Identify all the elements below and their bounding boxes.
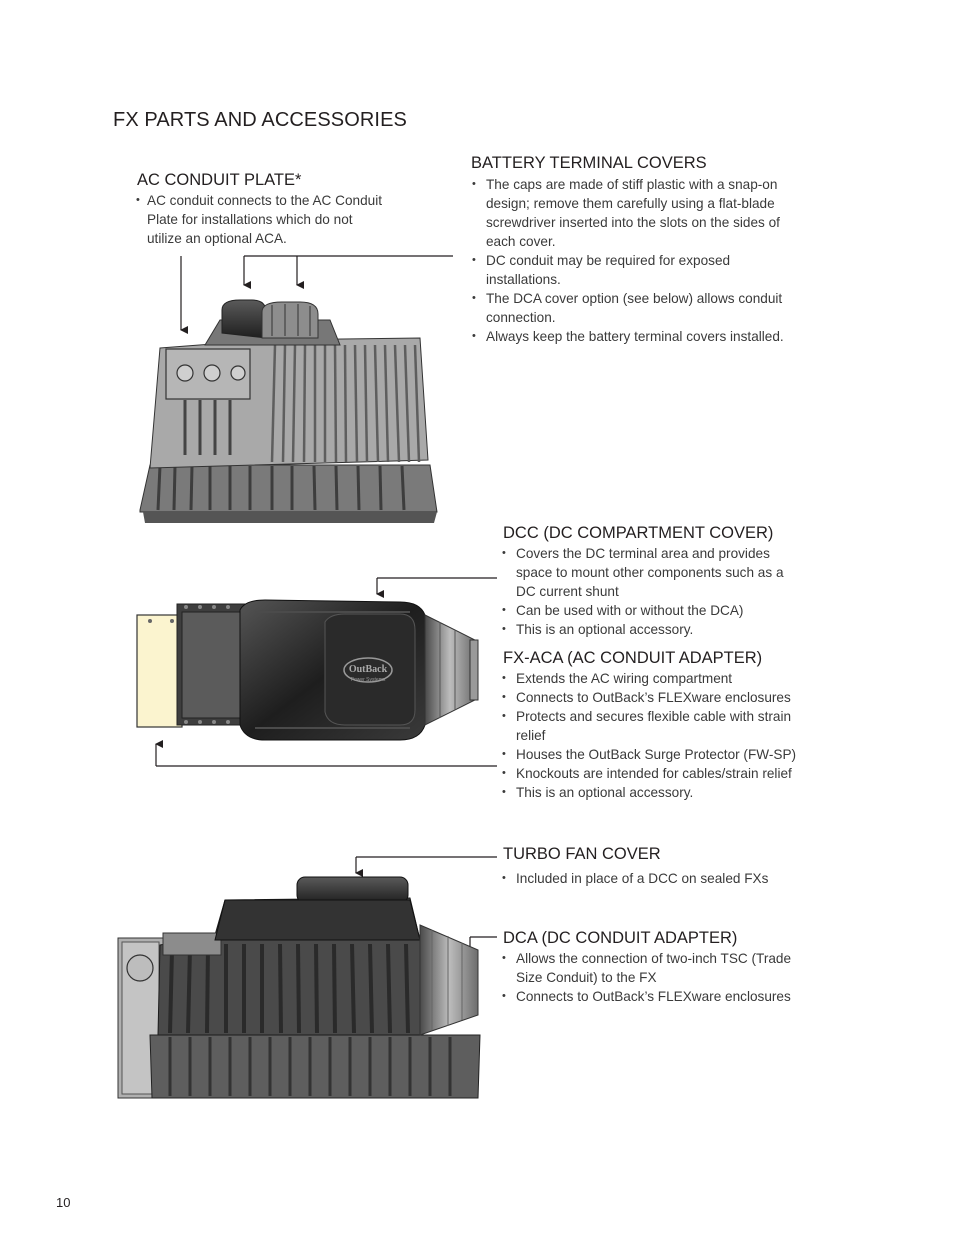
- dca-heading: DCA (DC CONDUIT ADAPTER): [503, 929, 738, 947]
- page-title: FX PARTS AND ACCESSORIES: [113, 109, 407, 131]
- list-item: • Knockouts are intended for cables/strain relief: [502, 764, 812, 783]
- list-item: • Houses the OutBack Surge Protector (FW-SP): [502, 745, 812, 764]
- fx-aca-heading: FX-ACA (AC CONDUIT ADAPTER): [503, 649, 763, 667]
- list-item: • Allows the connection of two-inch TSC (Trade Size Conduit) to the FX: [502, 949, 807, 987]
- list-item: • Included in place of a DCC on sealed FXs: [502, 869, 802, 888]
- logo-text: OutBack: [348, 664, 388, 675]
- logo-subtext: Power Systems: [350, 677, 386, 683]
- battery-terminal-covers-heading: BATTERY TERMINAL COVERS: [471, 154, 707, 172]
- list-item: • The caps are made of stiff plastic with a snap-on design; remove them carefully using a flat-blade screwdriver inserted into the slots on the sides of each cover.: [472, 175, 802, 251]
- list-item: • DC conduit may be required for exposed installations.: [472, 251, 802, 289]
- turbo-fan-cover-heading: TURBO FAN COVER: [503, 845, 661, 863]
- list-item: • Connects to OutBack’s FLEXware enclosures: [502, 987, 807, 1006]
- fx-inverter-image-2: [137, 600, 478, 740]
- list-item: • Connects to OutBack’s FLEXware enclosures: [502, 688, 812, 707]
- list-item: • Extends the AC wiring compartment: [502, 669, 812, 688]
- list-item: • Always keep the battery terminal covers installed.: [472, 327, 802, 346]
- list-item: • Can be used with or without the DCA): [502, 601, 802, 620]
- list-item: • Covers the DC terminal area and provides space to mount other components such as a DC current shunt: [502, 544, 802, 601]
- page-number: 10: [56, 1195, 71, 1210]
- fx-inverter-image-1: [140, 300, 437, 523]
- list-item: • This is an optional accessory.: [502, 620, 802, 639]
- list-item: • The DCA cover option (see below) allows conduit connection.: [472, 289, 802, 327]
- ac-conduit-plate-heading: AC CONDUIT PLATE*: [137, 171, 302, 189]
- ac-conduit-plate-text: • AC conduit connects to the AC Conduit Plate for installations which do not utilize an optional ACA.: [136, 191, 387, 248]
- dcc-heading: DCC (DC COMPARTMENT COVER): [503, 524, 774, 542]
- fx-inverter-image-3: [118, 877, 480, 1098]
- list-item: • This is an optional accessory.: [502, 783, 812, 802]
- list-item: • Protects and secures flexible cable with strain relief: [502, 707, 812, 745]
